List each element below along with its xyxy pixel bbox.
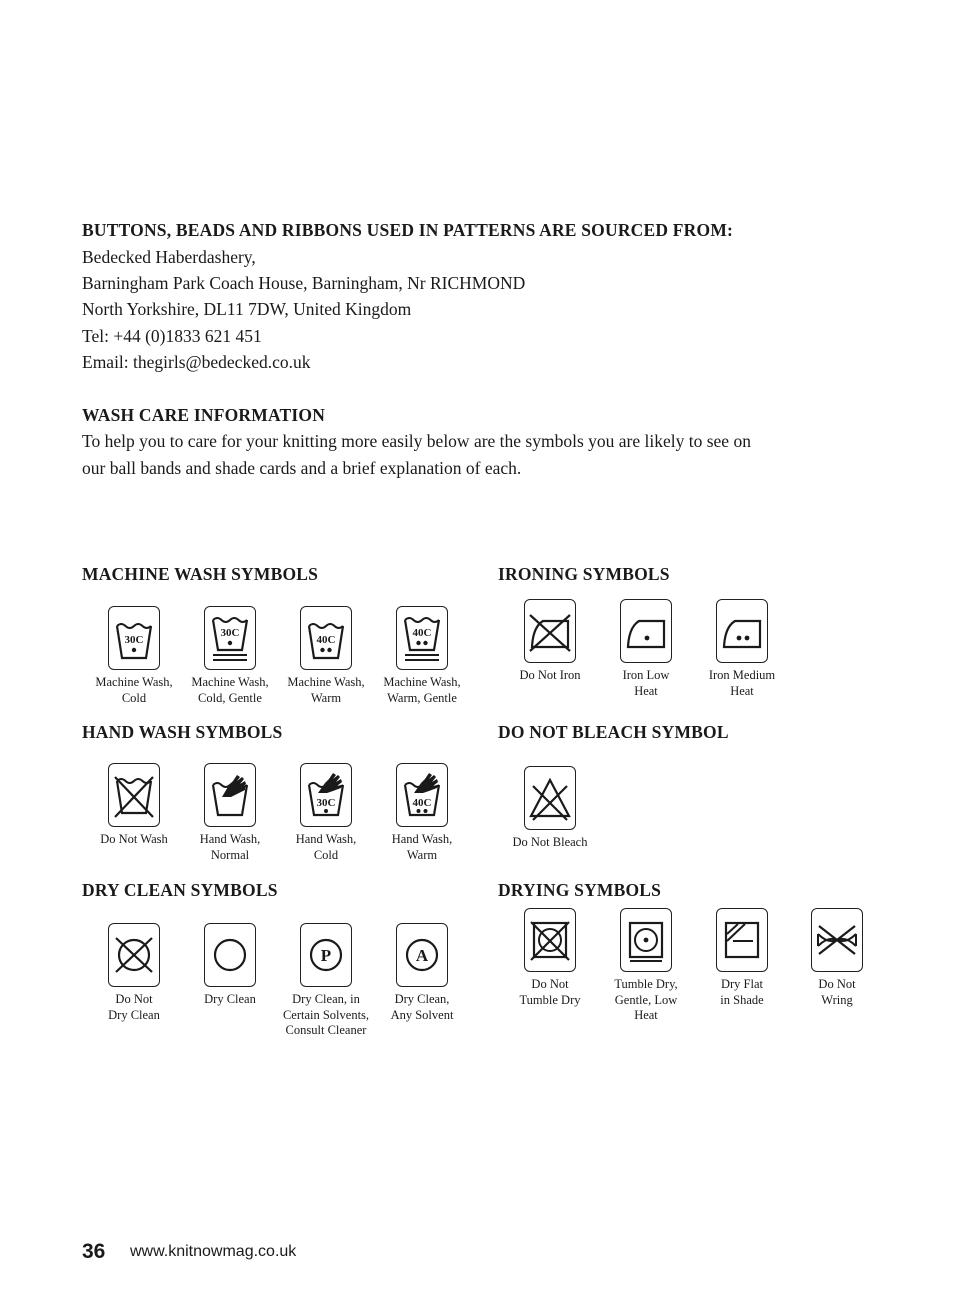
footer-url: www.knitnowmag.co.uk (130, 1243, 297, 1260)
symbol-iron-medium (692, 599, 792, 699)
do-not-wring-icon (814, 914, 860, 966)
symbol-do-not-dry-clean (84, 923, 184, 1023)
dry-clean-p-icon (303, 929, 349, 981)
ironing-title: IRONING SYMBOLS (498, 564, 670, 584)
sourcing-line: Bedecked Haberdashery, (82, 247, 256, 267)
symbol-do-not-bleach (500, 766, 600, 851)
symbol-label: Iron Medium Heat (708, 668, 776, 698)
symbol-dry-clean-p (276, 923, 376, 1039)
symbol-iron-low (596, 599, 696, 699)
symbol-label: Do Not Wash (100, 832, 168, 846)
symbol-dry-clean (180, 923, 280, 1008)
symbol-label: Machine Wash, Warm (287, 675, 365, 705)
hand-wash-icon (207, 769, 253, 821)
sourcing-line: North Yorkshire, DL11 7DW, United Kingdom (82, 299, 412, 319)
wash-care-line: To help you to care for your knitting more easily below are the symbols you are likely to see on (82, 431, 751, 451)
hand-wash-title: HAND WASH SYMBOLS (82, 722, 283, 742)
symbol-hand-wash-normal (180, 763, 280, 863)
wash-care-heading: WASH CARE INFORMATION (82, 405, 326, 425)
symbol-label: Dry Clean (204, 992, 256, 1006)
do-not-iron-icon (527, 605, 573, 657)
symbol-hand-wash-warm (372, 763, 472, 863)
symbol-label: Iron Low Heat (622, 668, 670, 698)
wash-care-line: our ball bands and shade cards and a brief explanation of each. (82, 458, 522, 478)
sourcing-line: Barningham Park Coach House, Barningham, Nr RICHMOND (82, 273, 526, 293)
symbol-label: Do Not Bleach (512, 835, 588, 849)
symbol-label: Dry Flat in Shade (720, 977, 764, 1007)
temp-label: 40C (316, 634, 336, 646)
solvent-letter: P (320, 946, 332, 965)
do-not-wash-icon (111, 769, 157, 821)
iron-low-icon (623, 605, 669, 657)
do-not-bleach-icon (527, 772, 573, 824)
symbol-machine-wash-cold (84, 606, 184, 706)
do-not-tumble-dry-icon (527, 914, 573, 966)
symbol-do-not-wring (787, 908, 887, 1008)
symbol-label: Do Not Iron (519, 668, 581, 682)
symbol-machine-wash-warm-gentle (372, 606, 472, 706)
symbol-hand-wash-cold (276, 763, 376, 863)
symbol-label: Do Not Tumble Dry (519, 977, 581, 1007)
iron-medium-icon (719, 605, 765, 657)
dry-clean-a-icon (399, 929, 445, 981)
machine-wash-30-gentle-icon (207, 612, 253, 664)
symbol-label: Hand Wash, Normal (199, 832, 261, 862)
symbol-do-not-iron (500, 599, 600, 684)
symbol-tumble-dry-low (596, 908, 696, 1024)
temp-label: 30C (316, 797, 336, 809)
symbol-label: Dry Clean, in Certain Solvents, Consult Cleaner (282, 992, 370, 1037)
symbol-label: Machine Wash, Warm, Gentle (383, 675, 461, 705)
symbol-label: Hand Wash, Warm (391, 832, 453, 862)
hand-wash-40-icon (399, 769, 445, 821)
temp-label: 30C (220, 627, 240, 639)
dry-flat-shade-icon (719, 914, 765, 966)
machine-wash-40-gentle-icon (399, 612, 445, 664)
drying-title: DRYING SYMBOLS (498, 880, 662, 900)
page-number: 36 (82, 1240, 106, 1263)
sourcing-heading: BUTTONS, BEADS AND RIBBONS USED IN PATTERNS ARE SOURCED FROM: (82, 220, 734, 240)
symbol-do-not-tumble-dry (500, 908, 600, 1008)
sourcing-line: Tel: +44 (0)1833 621 451 (82, 326, 262, 346)
symbol-machine-wash-cold-gentle (180, 606, 280, 706)
hand-wash-30-icon (303, 769, 349, 821)
solvent-letter: A (415, 946, 429, 965)
dry-clean-title: DRY CLEAN SYMBOLS (82, 880, 278, 900)
dry-clean-icon (207, 929, 253, 981)
do-not-dry-clean-icon (111, 929, 157, 981)
symbol-label: Do Not Wring (818, 977, 856, 1007)
symbol-label: Machine Wash, Cold, Gentle (191, 675, 269, 705)
symbol-label: Dry Clean, Any Solvent (390, 992, 454, 1022)
symbol-do-not-wash (84, 763, 184, 848)
tumble-dry-low-icon (623, 914, 669, 966)
temp-label: 40C (412, 627, 432, 639)
temp-label: 30C (124, 634, 144, 646)
symbol-label: Do Not Dry Clean (108, 992, 160, 1022)
symbol-dry-clean-a (372, 923, 472, 1023)
bleach-title: DO NOT BLEACH SYMBOL (498, 722, 729, 742)
machine-wash-30-icon (111, 612, 157, 664)
temp-label: 40C (412, 797, 432, 809)
symbol-label: Tumble Dry, Gentle, Low Heat (614, 977, 678, 1022)
sourcing-line: Email: thegirls@bedecked.co.uk (82, 352, 311, 372)
machine-wash-40-icon (303, 612, 349, 664)
symbol-label: Machine Wash, Cold (95, 675, 173, 705)
machine-wash-title: MACHINE WASH SYMBOLS (82, 564, 319, 584)
symbol-machine-wash-warm (276, 606, 376, 706)
symbol-dry-flat-shade (692, 908, 792, 1008)
symbol-label: Hand Wash, Cold (295, 832, 357, 862)
